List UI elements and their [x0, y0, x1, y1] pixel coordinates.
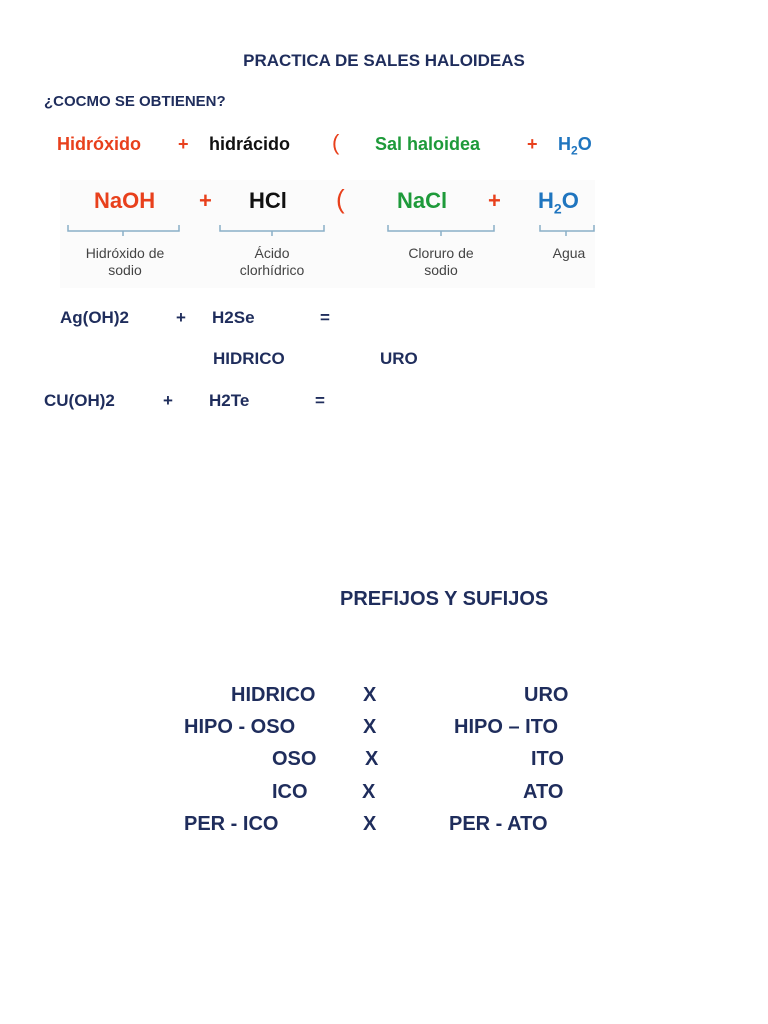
ex-naoh: NaOH — [94, 188, 156, 213]
row4-right: ATO — [523, 781, 564, 803]
ex2-acid: H2Te — [209, 391, 250, 410]
brace-4 — [538, 224, 596, 236]
brace-2 — [218, 224, 326, 236]
ex1-base: Ag(OH)2 — [60, 308, 129, 327]
hint-hidrico: HIDRICO — [213, 349, 285, 368]
eq-hidroxido: Hidróxido — [57, 134, 141, 154]
caption-agua: Agua — [552, 245, 586, 261]
row5-left: PER - ICO — [184, 813, 279, 835]
caption-acido: Ácido clorhídrico — [239, 245, 305, 278]
caption-hidroxido: Hidróxido de sodio — [85, 245, 165, 278]
ex2-plus: + — [163, 391, 173, 410]
eq-arrow-1: ( — [332, 130, 340, 155]
ex-plus-1: + — [199, 188, 212, 213]
row4-x: X — [362, 781, 376, 803]
row1-right: URO — [524, 684, 569, 706]
eq-water: $H_2O$ — [558, 134, 592, 158]
row4-left: ICO — [272, 781, 308, 803]
page-title: PRACTICA DE SALES HALOIDEAS — [243, 51, 525, 70]
row2-left: HIPO - OSO — [184, 716, 296, 738]
brace-3 — [386, 224, 496, 236]
ex2-equals: = — [315, 391, 325, 410]
ex-nacl: NaCl — [397, 188, 448, 213]
ex1-plus: + — [176, 308, 186, 327]
prefixes-title: PREFIJOS Y SUFIJOS — [340, 588, 549, 610]
row2-x: X — [363, 716, 377, 738]
eq-hidracido: hidrácido — [209, 134, 291, 154]
caption-cloruro: Cloruro de sodio — [408, 245, 474, 278]
ex1-acid: H2Se — [212, 308, 255, 327]
row3-right: ITO — [531, 748, 564, 770]
row5-x: X — [363, 813, 377, 835]
ex1-equals: = — [320, 308, 330, 327]
question-heading: ¿COCMO SE OBTIENEN? — [44, 93, 226, 110]
row1-left: HIDRICO — [231, 684, 316, 706]
row3-left: OSO — [272, 748, 317, 770]
ex-plus-2: + — [488, 188, 501, 213]
row1-x: X — [363, 684, 377, 706]
ex-arrow: ( — [336, 184, 345, 214]
eq-plus-1: + — [178, 134, 189, 154]
brace-1 — [66, 224, 181, 236]
eq-plus-2: + — [527, 134, 538, 154]
ex-hcl: HCl — [249, 188, 287, 213]
eq-sal-haloidea: Sal haloidea — [375, 134, 481, 154]
ex-water: $H_2O$ — [538, 188, 579, 217]
row5-right: PER - ATO — [449, 813, 548, 835]
hint-uro: URO — [380, 349, 418, 368]
row3-x: X — [365, 748, 379, 770]
row2-right: HIPO – ITO — [454, 716, 559, 738]
ex2-base: CU(OH)2 — [44, 391, 115, 410]
